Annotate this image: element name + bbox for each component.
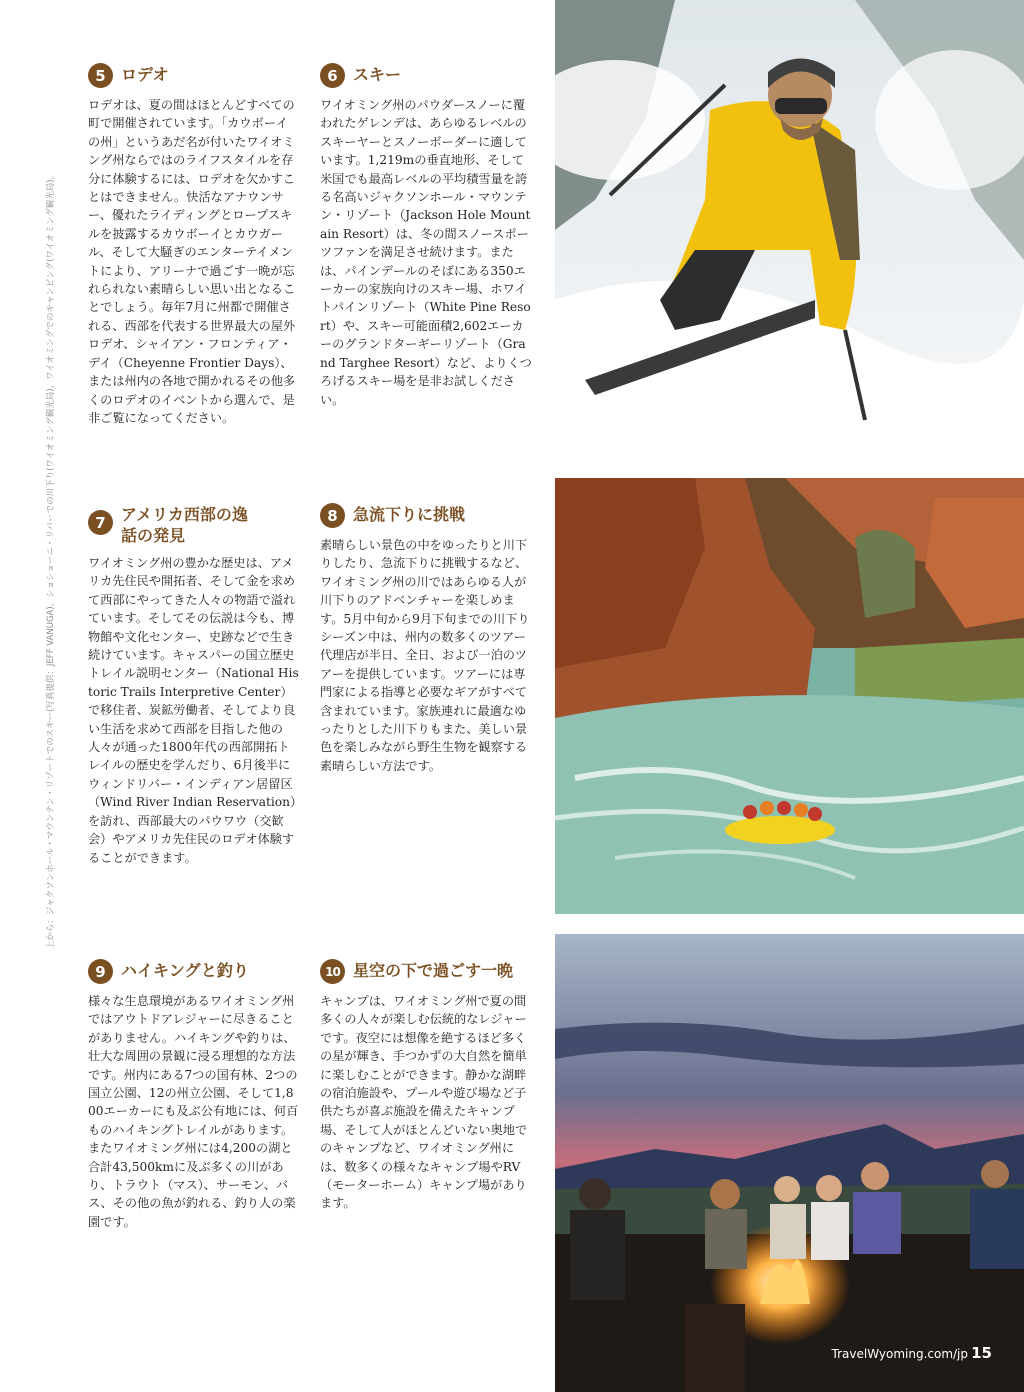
section-rafting <box>320 502 532 775</box>
section-number-badge: 8 <box>320 503 345 528</box>
photo-credit: 上から：ジャクソンホール・マウンテン・リゾートでのスキー(写真提供：JEFF VANUGA)、ショショーニ・リバーでの川下り(ワイオミング観光局)、ワイオミングでのキャンピング(ワイオミング観光局)。 <box>46 170 56 950</box>
section-title: 急流下りに挑戦 <box>353 505 466 524</box>
section-western-history <box>88 502 300 867</box>
section-title: ハイキングと釣り <box>121 961 249 980</box>
section-number-badge: 7 <box>88 510 113 535</box>
section-body: キャンプは、ワイオミング州で夏の間多くの人々が楽しむ伝統的なレジャーです。夜空には想像を絶するほど多くの星が輝き、手つかずの大自然を簡単に楽しむことができます。静かな湖畔の宿泊施設や、プールや遊び場など子供たちが喜ぶ施設を備えたキャンプ場、そして人がほとんどいない奥地でのキャンプなど、ワイオミング州には、数多くの様々なキャンプ場やRV（モーターホーム）キャンプ場があります。 <box>320 994 528 1211</box>
rafting-photo <box>555 478 1024 914</box>
section-body: ワイオミング州の豊かな歴史は、アメリカ先住民や開拓者、そして金を求めて西部にやってきた人々の物語で溢れています。そしてその伝説は今も、博物館や文化センター、史跡などで生き続けています。キャスパーの国立歴史トレイル説明センター（National Historic Trails Interpretive Center）で移住者、炭鉱労働者、そしてより良い生活を求めて西部を目指した他の人々が通った1800年代の西部開拓トレイルの歴史を学んだり、6月後半にウィンドリバー・インディアン居留区（Wind River Indian Reservation）を訪れ、西部最大のパウワウ（交歓会）やアメリカ先住民のロデオ体験することができます。 <box>88 556 299 865</box>
section-body: ワイオミング州のパウダースノーに覆われたゲレンデは、あらゆるレベルのスキーヤーとスノーボーダーに適しています。1,219mの垂直地形、そして米国でも最高レベルの平均積雪量を誇る名高いジャクソンホール・マウンテン・リゾート（Jackson Hole Mountain Resort）は、冬の間スノースポーツファンを満足させ続けます。または、パインデールのそばにある350エーカーの家族向けのスキー場、ホワイトパインリゾート（White Pine Resort）や、スキー可能面積2,602エーカーのグランドターギーリゾート（Grand Targhee Resort）など、よりくつろげるスキー場を是非お試しください。 <box>320 98 532 407</box>
section-number-badge: 5 <box>88 63 113 88</box>
section-camping <box>320 958 532 1213</box>
section-ski <box>320 62 532 409</box>
section-title: 星空の下で過ごす一晩 <box>353 961 514 980</box>
section-number-badge: 6 <box>320 63 345 88</box>
section-number-badge: 10 <box>320 959 345 984</box>
section-hiking-fishing <box>88 958 300 1231</box>
section-rodeo <box>88 62 300 427</box>
section-body: 様々な生息環境があるワイオミング州ではアウトドアレジャーに尽きることがありません。ハイキングや釣りは、壮大な周囲の景観に浸る理想的な方法です。州内にある7つの国有林、2つの国立公園、12の州立公園、そして1,800エーカーにも及ぶ公有地には、何百ものハイキングトレイルがあります。またワイオミング州には4,200の湖と合計43,500kmに及ぶ多くの川があり、トラウト（マス）、サーモン、バス、その他の魚が釣れる、釣り人の楽園です。 <box>88 994 299 1229</box>
page-number: 15 <box>971 1344 992 1362</box>
section-number-badge: 9 <box>88 959 113 984</box>
section-body: 素晴らしい景色の中をゆったりと川下りしたり、急流下りに挑戦するなど、ワイオミング州の川ではあらゆる人が川下りのアドベンチャーを楽しめます。5月中旬から9月下旬までの川下りシーズン中は、州内の数多くのツアー代理店が半日、全日、および一泊のツアーを提供しています。ツアーには専門家による指導と必要なギアがすべて含まれています。家族連れに最適なゆったりとした川下りもまた、美しい景色を楽しみながら野生生物を観察する素晴らしい方法です。 <box>320 538 530 773</box>
footer-url[interactable]: TravelWyoming.com/jp <box>831 1347 968 1361</box>
campfire-photo <box>555 934 1024 1392</box>
section-title: アメリカ西部の逸話の発見 <box>121 505 248 545</box>
section-title: ロデオ <box>121 65 169 84</box>
section-body: ロデオは、夏の間はほとんどすべての町で開催されています。「カウボーイの州」というあだ名が付いたワイオミング州ならではのライフスタイルを存分に体験するには、ロデオを欠かすことはできません。快活なアナウンサー、優れたライディングとロープスキルを披露するカウボーイとカウガール、そして大騒ぎのエンターテイメントにより、アリーナで過ごす一晩が忘れられない素晴らしい思い出となることでしょう。毎年7月に州都で開催される、西部を代表する世界最大の屋外ロデオ、シャイアン・フロンティア・デイ（Cheyenne Frontier Days）、または州内の各地で開かれるその他多くのロデオのイベントから選んで、是非ご覧になってください。 <box>88 98 296 425</box>
skier-photo <box>555 0 1024 460</box>
section-title: スキー <box>353 65 402 84</box>
